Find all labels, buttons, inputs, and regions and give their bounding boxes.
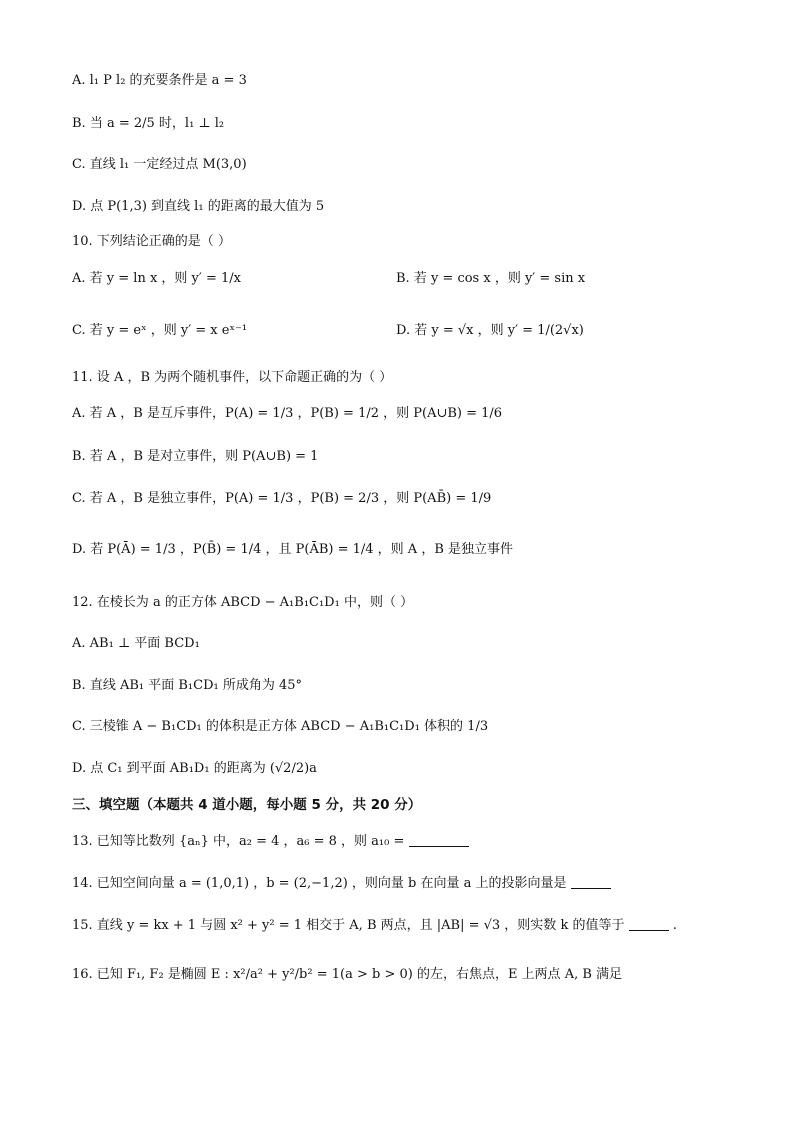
q9-option-d: D. 点 P(1,3) 到直线 l₁ 的距离的最大值为 5 [72,199,325,214]
q9-option-b: B. 当 a = 2/5 时，l₁ ⊥ l₂ [72,116,225,131]
q14-answer-blank[interactable] [571,876,611,889]
q16-stem: 16. 已知 F₁, F₂ 是椭圆 E : x²/a² + y²/b² = 1(a > b > 0) 的左，右焦点，E 上两点 A, B 满足 [72,967,623,982]
q11-option-b: B. 若 A ，B 是对立事件，则 P(A∪B) = 1 [72,449,319,464]
q15-line [72,917,677,935]
q15-answer-blank[interactable] [629,918,669,931]
q13-answer-blank[interactable] [409,834,469,847]
q10-option-b: B. 若 y = cos x ，则 y′ = sin x [396,271,586,286]
q11-option-c: C. 若 A ，B 是独立事件，P(A) = 1/3 ，P(B) = 2/3 ，则 P(AB̄) = 1/9 [72,491,492,506]
q15-text: 15. 直线 y = kx + 1 与圆 x² + y² = 1 相交于 A, B 两点，且 |AB| = √3 ，则实数 k 的值等于 [72,918,625,933]
q10-option-c: C. 若 y = eˣ ，则 y′ = x eˣ⁻¹ [72,323,248,338]
q10-option-a: A. 若 y = ln x ，则 y′ = 1/x [72,271,241,286]
q13-line [72,833,469,851]
q13-text: 13. 已知等比数列 {aₙ} 中，a₂ = 4 ，a₆ = 8 ，则 a₁₀ = [72,834,405,849]
q14-text: 14. 已知空间向量 a = (1,0,1) ，b = (2,−1,2) ，则向量 b 在向量 a 上的投影向量是 [72,876,567,891]
q12-option-a: A. AB₁ ⊥ 平面 BCD₁ [72,636,200,651]
q9-option-c: C. 直线 l₁ 一定经过点 M(3,0) [72,157,247,172]
q10-stem: 10. 下列结论正确的是（ ） [72,234,231,249]
section-heading-fill-in: 三、填空题（本题共 4 道小题，每小题 5 分，共 20 分） [72,797,422,813]
q12-option-d: D. 点 C₁ 到平面 AB₁D₁ 的距离为 (√2/2)a [72,761,317,776]
q11-option-d: D. 若 P(Ā) = 1/3 ，P(B̄) = 1/4 ，且 P(ĀB) = 1/4 ，则 A ，B 是独立事件 [72,542,514,557]
q12-option-b: B. 直线 AB₁ 平面 B₁CD₁ 所成角为 45° [72,678,303,693]
q9-option-a: A. l₁ P l₂ 的充要条件是 a = 3 [72,73,247,88]
q14-line [72,875,611,893]
q11-stem: 11. 设 A ，B 为两个随机事件，以下命题正确的为（ ） [72,370,393,385]
q12-option-c: C. 三棱锥 A − B₁CD₁ 的体积是正方体 ABCD − A₁B₁C₁D₁ 体积的 1/3 [72,719,489,734]
q12-stem: 12. 在棱长为 a 的正方体 ABCD − A₁B₁C₁D₁ 中，则（ ） [72,595,414,610]
q15-period: . [672,918,677,933]
q11-option-a: A. 若 A ，B 是互斥事件，P(A) = 1/3 ，P(B) = 1/2 ，则 P(A∪B) = 1/6 [72,406,503,421]
q10-option-d: D. 若 y = √x ，则 y′ = 1/(2√x) [396,323,584,338]
